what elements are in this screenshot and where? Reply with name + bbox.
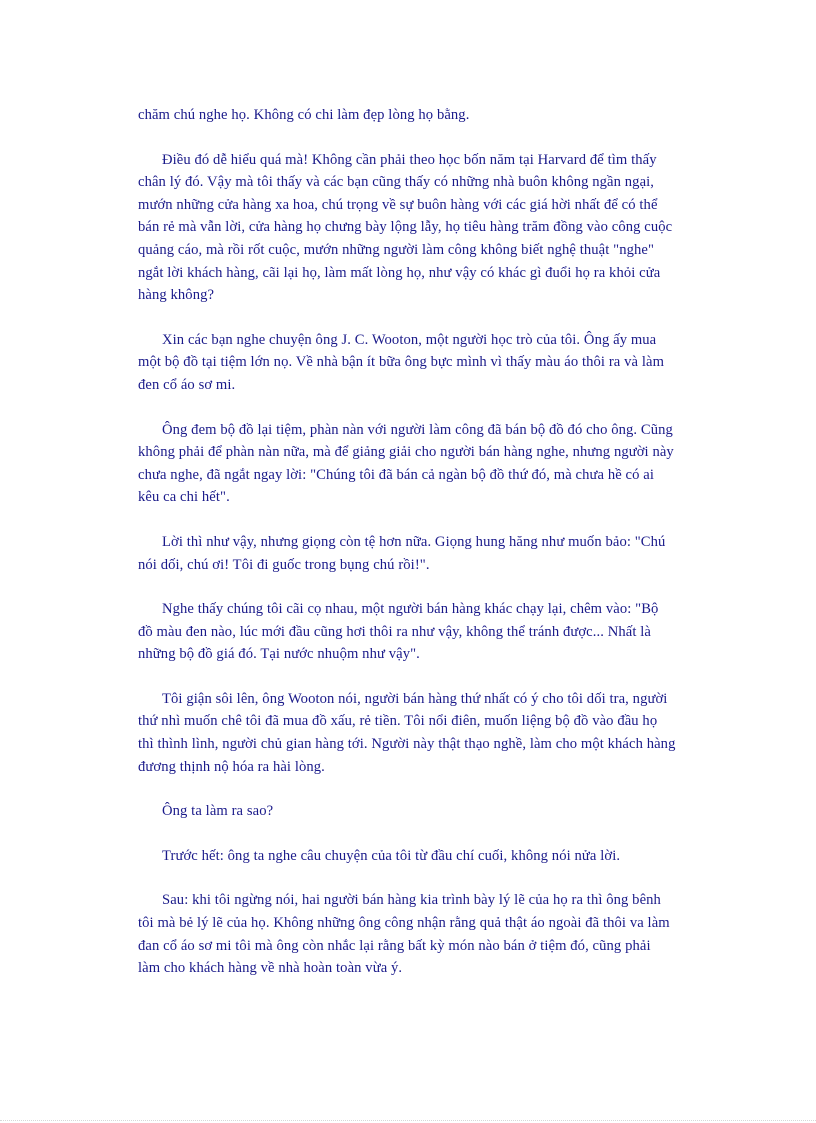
paragraph-4: Ông đem bộ đồ lại tiệm, phàn nàn với người làm công đã bán bộ đồ đó cho ông. Cũng không phải để phàn nàn nữa, mà để giảng giải cho người bán hàng nghe, nhưng người này chưa nghe, đã ngắt ngay lời: "Chúng tôi đã bán cả ngàn bộ đồ thứ đó, mà chưa hề có ai kêu ca chi hết". bbox=[138, 421, 674, 506]
paragraph-8: Ông ta làm ra sao? bbox=[162, 803, 274, 820]
paragraph-3: Xin các bạn nghe chuyện ông J. C. Wooton, một người học trò của tôi. Ông ấy mua một bộ đồ tại tiệm lớn nọ. Về nhà bận ít bữa ông bực mình vì thấy màu áo thôi ra và làm đen cổ áo sơ mi. bbox=[138, 331, 665, 393]
paragraph-6: Nghe thấy chúng tôi cãi cọ nhau, một người bán hàng khác chạy lại, chêm vào: "Bộ đồ màu đen nào, lúc mới đầu cũng hơi thôi ra như vậy, không thể tránh được... Nhất là những bộ đồ giá đó. Tại nước nhuộm như vậy". bbox=[138, 601, 659, 663]
paragraph-7: Tôi giận sôi lên, ông Wooton nói, người bán hàng thứ nhất có ý cho tôi dối tra, người thứ nhì muốn chê tôi đã mua đồ xấu, rẻ tiền. Tôi nổi điên, muốn liệng bộ đồ vào đầu họ thì thình lình, người chủ gian hàng tới. Người này thật thạo nghề, làm cho một khách hàng đương thịnh nộ hóa ra hài lòng. bbox=[138, 690, 676, 775]
paragraph-1: chăm chú nghe họ. Không có chi làm đẹp lòng họ bằng. bbox=[138, 107, 470, 123]
page-bottom-divider bbox=[0, 1120, 816, 1121]
paragraph-5: Lời thì như vậy, nhưng giọng còn tệ hơn nữa. Giọng hung hăng như muốn bảo: "Chú nói dối, chú ơi! Tôi đi guốc trong bụng chú rồi!". bbox=[138, 533, 666, 573]
paragraph-9: Trước hết: ông ta nghe câu chuyện của tôi từ đầu chí cuối, không nói nửa lời. bbox=[162, 847, 621, 864]
paragraph-10: Sau: khi tôi ngừng nói, hai người bán hàng kia trình bày lý lẽ của họ ra thì ông bênh tôi mà bẻ lý lẽ của họ. Không những ông công nhận rằng quả thật áo ngoài đã thôi va làm đan cổ áo sơ mi tôi mà ông còn nhắc lại rằng bất kỳ món nào bán ở tiệm đó, cũng phải làm cho khách hàng về nhà hoàn toàn vừa ý. bbox=[138, 892, 670, 977]
paragraph-2: Điều đó dễ hiểu quá mà! Không cần phải theo học bốn năm tại Harvard để tìm thấy chân lý đó. Vậy mà tôi thấy và các bạn cũng thấy có những nhà buôn không ngần ngại, mướn những cửa hàng xa hoa, chú trọng về sự buôn hàng với các giá hời nhất để có thể bán rẻ mà vẫn lời, cửa hàng họ chưng bày lộng lẫy, họ tiêu hàng trăm đồng vào công cuộc quảng cáo, mà rồi rốt cuộc, mướn những người làm công không biết nghệ thuật "nghe" ngắt lời khách hàng, cãi lại họ, làm mất lòng họ, như vậy có khác gì đuổi họ ra khỏi cửa hàng không? bbox=[138, 151, 673, 304]
